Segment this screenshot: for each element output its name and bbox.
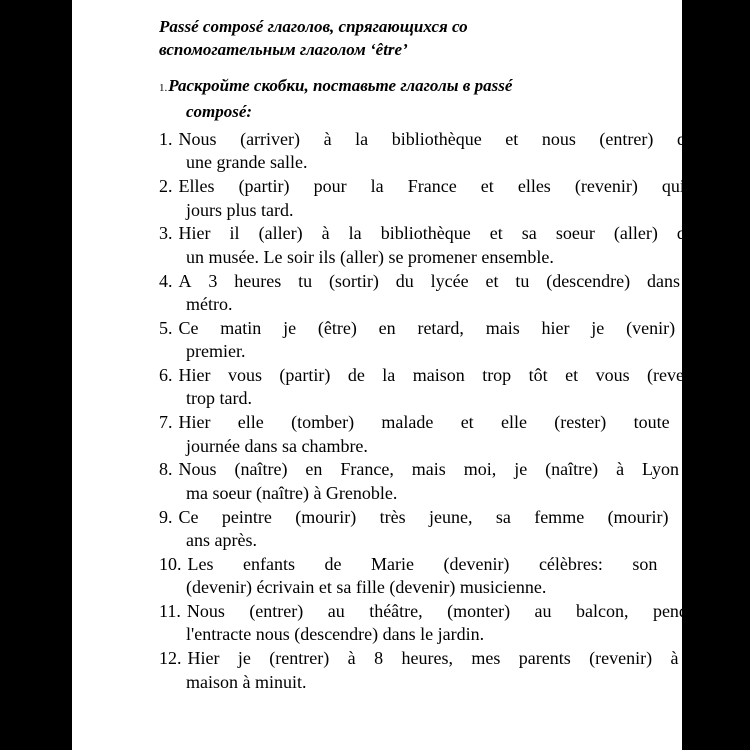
title-line-1: Passé composé глаголов, спрягающихся со [159,17,468,36]
exercise-text: Hier je (rentrer) à 8 heures, mes parents (revenir) à la [187,648,710,669]
exercise-item [159,411,710,458]
exercise-list [159,128,710,694]
exercise-line-continuation: trop tard. [186,388,252,409]
exercise-item [159,364,710,411]
task-line-2: composé: [186,102,253,121]
exercise-text: Hier il (aller) à la bibliothèque et sa soeur (aller) dans [178,223,710,244]
exercise-line-continuation: ma soeur (naître) à Grenoble. [186,482,398,503]
exercise-item [159,647,710,694]
exercise-text: Nous (entrer) au théâtre, (monter) au balcon, pendant [186,601,710,622]
exercise-line-first [159,222,710,245]
exercise-text: A 3 heures tu (sortir) du lycée et tu (descendre) dans le [178,270,710,291]
task-heading [159,74,679,123]
exercise-number: 4. [159,270,173,291]
exercise-text: Hier elle (tomber) malade et elle (rester) toute la [178,412,710,433]
exercise-number: 7. [159,412,173,433]
exercise-number: 10. [159,553,182,574]
exercise-item [159,600,710,647]
page-title [159,15,679,61]
exercise-line-first [159,458,710,481]
exercise-line-continuation: maison à minuit. [186,671,307,692]
exercise-item [159,553,710,600]
exercise-number: 9. [159,506,173,527]
exercise-line-continuation: journée dans sa chambre. [186,435,368,456]
exercise-number: 6. [159,365,173,386]
task-number: 1. [159,82,168,94]
exercise-text: Elles (partir) pour la France et elles (revenir) quinze [178,176,710,197]
exercise-line-first [159,128,710,151]
task-text-1: Раскройте скобки, поставьте глаголы в passé [168,76,513,95]
exercise-text: Hier vous (partir) de la maison trop tôt et vous (revenir) [178,365,710,386]
exercise-text: Nous (arriver) à la bibliothèque et nous (entrer) dans [178,129,710,149]
exercise-number: 11. [159,601,181,622]
exercise-item [159,175,710,222]
exercise-line-continuation: ans après. [186,530,257,551]
exercise-line-first [159,364,710,387]
exercise-line-first [159,270,710,293]
exercise-item [159,222,710,269]
exercise-line-first [159,647,710,670]
exercise-text: Ce matin je (être) en retard, mais hier je (venir) le [178,317,710,338]
exercise-line-continuation: jours plus tard. [186,199,294,220]
exercise-text: Les enfants de Marie (devenir) célèbres: son fils [187,553,710,574]
title-line-2: вспомогательным глаголом ‘être’ [159,40,408,59]
exercise-line-first [159,600,710,623]
task-line-1 [159,74,679,100]
exercise-item [159,128,710,175]
document-page [72,0,710,750]
exercise-number: 3. [159,223,173,244]
exercise-number: 1. [159,129,173,149]
exercise-line-first [159,411,710,434]
exercise-item [159,506,710,553]
exercise-line-first [159,175,710,198]
exercise-line-continuation: premier. [186,341,246,362]
exercise-item [159,317,710,364]
exercise-number: 8. [159,459,173,480]
exercise-item [159,270,710,317]
exercise-number: 12. [159,648,182,669]
exercise-text: Ce peintre (mourir) très jeune, sa femme (mourir) 30 [178,506,710,527]
exercise-number: 5. [159,317,173,338]
exercise-line-continuation: l'entracte nous (descendre) dans le jardin. [186,624,485,645]
exercise-line-continuation: métro. [186,294,233,315]
exercise-line-continuation: (devenir) écrivain et sa fille (devenir) musicienne. [186,577,547,598]
exercise-line-first [159,506,710,529]
exercise-line-continuation: un musée. Le soir ils (aller) se promener ensemble. [186,246,554,267]
exercise-line-continuation: une grande salle. [186,152,308,173]
exercise-number: 2. [159,176,173,197]
exercise-line-first [159,553,710,576]
exercise-text: Nous (naître) en France, mais moi, je (naître) à Lyon et [178,459,710,480]
exercise-item [159,458,710,505]
exercise-line-first [159,317,710,340]
